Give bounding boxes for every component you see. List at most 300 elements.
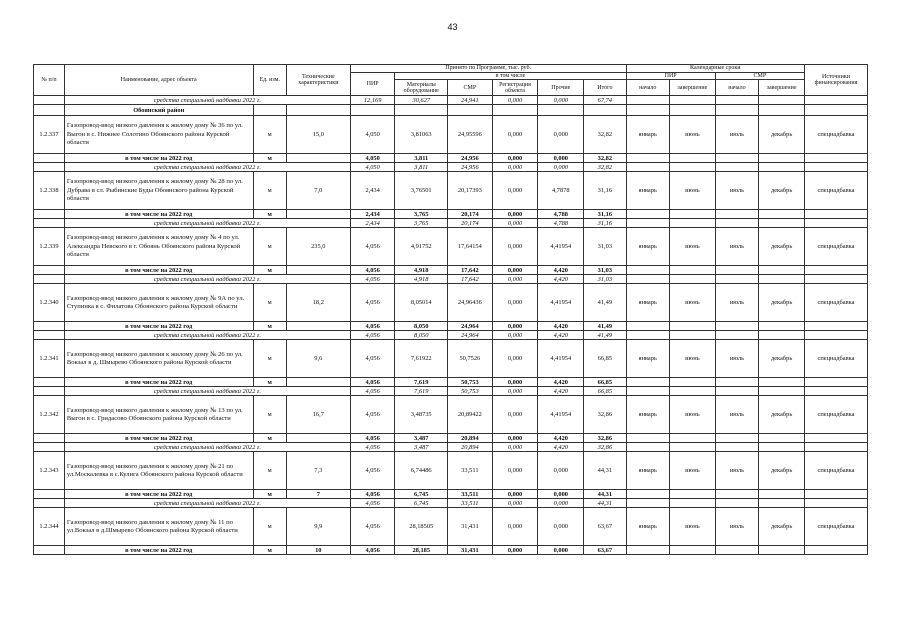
- subtotal-smr: 50,753: [448, 378, 493, 387]
- subtotal-pir: 4,056: [350, 434, 395, 443]
- subtotal-row: [34, 322, 868, 331]
- subtotal-total: 32,86: [584, 434, 626, 443]
- cell-pir-end: июнь: [669, 172, 715, 210]
- subtotal-label: в том числе на 2022 год: [64, 490, 253, 499]
- cell-pir: 12,169: [350, 96, 395, 105]
- empty-cell: [715, 219, 758, 228]
- subtotal-pir: 4,056: [350, 490, 395, 499]
- empty-cell: [759, 266, 805, 275]
- object-name: Газопровод-ввод низкого давления к жилому дому № 11 по ул.Вокзал в д.Шмырево Обоянского района Курской области: [64, 508, 253, 546]
- object-name: Газопровод-ввод низкого давления к жилому дому № 28 по ул. Дубрава в сл. Рыбинские Буды Обоянского района Курской области: [64, 172, 253, 210]
- empty-cell: [34, 378, 65, 387]
- cell-source: спецнадбавка: [804, 340, 867, 378]
- empty-cell: [626, 275, 669, 284]
- object-name: Газопровод-ввод низкого давления к жилому дому № 36 по ул. Выгон в с. Нижнее Солотино Обоянского района Курской области: [64, 116, 253, 154]
- cell-pir: 4,056: [350, 228, 395, 266]
- special-smr: 50,753: [448, 387, 493, 396]
- special-pir: 4,056: [350, 275, 395, 284]
- cell-other: 0,000: [538, 452, 584, 490]
- cell-source: спецнадбавка: [804, 172, 867, 210]
- special-pir: 4,056: [350, 331, 395, 340]
- special-row: [34, 163, 868, 172]
- special-materials: 3,487: [395, 443, 448, 452]
- empty-cell: [34, 387, 65, 396]
- empty-cell: [804, 275, 867, 284]
- cell-total: 41,49: [584, 284, 626, 322]
- empty-cell: [626, 266, 669, 275]
- empty-cell: [626, 331, 669, 340]
- special-registration: 0,000: [492, 499, 538, 508]
- cell-smr: 20,17393: [448, 172, 493, 210]
- special-row: [34, 96, 868, 105]
- subtotal-registration: 0,000: [492, 322, 538, 331]
- subtotal-row: [34, 490, 868, 499]
- object-row: [34, 340, 868, 378]
- subtotal-materials: 8,050: [395, 322, 448, 331]
- object-tech: 7,3: [286, 452, 350, 490]
- subtotal-smr: 17,642: [448, 266, 493, 275]
- special-label: средства специальной надбавки 2022 г.: [64, 387, 350, 396]
- empty-cell: [34, 322, 65, 331]
- subtotal-other: 4,420: [538, 322, 584, 331]
- cell-source: спецнадбавка: [804, 452, 867, 490]
- object-name: Газопровод-ввод низкого давления к жилому дому № 26 по ул. Вокзал в д. Шмырево Обоянского района Курской области: [64, 340, 253, 378]
- cell-other: 4,41954: [538, 396, 584, 434]
- object-number: 1.2.338: [34, 172, 65, 210]
- subtotal-other: 0,000: [538, 490, 584, 499]
- cell-smr: 24,941: [448, 96, 493, 105]
- cell-other: 4,41954: [538, 284, 584, 322]
- empty-cell: [715, 275, 758, 284]
- subtotal-row: [34, 434, 868, 443]
- empty-cell: [669, 331, 715, 340]
- object-tech: 9,9: [286, 508, 350, 546]
- cell-smr-end: декабрь: [759, 284, 805, 322]
- empty-cell: [759, 546, 805, 555]
- empty-cell: [669, 387, 715, 396]
- cell-materials: 30,627: [395, 96, 448, 105]
- subtotal-unit: м: [253, 378, 286, 387]
- program-table: [33, 64, 868, 555]
- empty-cell: [804, 266, 867, 275]
- empty-cell: [715, 434, 758, 443]
- object-name: Газопровод-ввод низкого давления к жилому дому № 21 по ул.Москалевка в с.Кулига Обоянского района Курской области: [64, 452, 253, 490]
- special-other: 4,420: [538, 275, 584, 284]
- subtotal-tech: [286, 266, 350, 275]
- empty-cell: [759, 443, 805, 452]
- cell-pir-end: июнь: [669, 452, 715, 490]
- cell-total: 63,67: [584, 508, 626, 546]
- empty-cell: [715, 163, 758, 172]
- subtotal-unit: м: [253, 210, 286, 219]
- empty-cell: [804, 490, 867, 499]
- special-smr: 33,511: [448, 499, 493, 508]
- empty-cell: [759, 490, 805, 499]
- subtotal-registration: 0,000: [492, 434, 538, 443]
- subtotal-unit: м: [253, 154, 286, 163]
- special-row: [34, 275, 868, 284]
- subtotal-registration: 0,000: [492, 210, 538, 219]
- empty-cell: [669, 546, 715, 555]
- empty-cell: [759, 210, 805, 219]
- special-registration: 0,000: [492, 163, 538, 172]
- subtotal-label: в том числе на 2022 год: [64, 322, 253, 331]
- empty-cell: [669, 499, 715, 508]
- object-unit: м: [253, 116, 286, 154]
- subtotal-smr: 24,964: [448, 322, 493, 331]
- empty-cell: [669, 275, 715, 284]
- header-other: Прочие: [538, 80, 584, 96]
- cell-total: 31,16: [584, 172, 626, 210]
- empty-cell: [626, 154, 669, 163]
- header-materials: Материалы оборудование: [395, 80, 448, 96]
- empty-cell: [34, 210, 65, 219]
- cell-smr: 31,431: [448, 508, 493, 546]
- empty-cell: [759, 378, 805, 387]
- cell-smr: 20,89422: [448, 396, 493, 434]
- cell-materials: 28,18505: [395, 508, 448, 546]
- subtotal-row: [34, 154, 868, 163]
- cell-materials: 3,76501: [395, 172, 448, 210]
- empty-cell: [626, 443, 669, 452]
- object-name: Газопровод-ввод низкого давления к жилому дому № 9А по ул. Ступинка в с. Филатова Обоянского района Курской области: [64, 284, 253, 322]
- object-number: 1.2.342: [34, 396, 65, 434]
- subtotal-row: [34, 378, 868, 387]
- subtotal-label: в том числе на 2022 год: [64, 378, 253, 387]
- cell-pir-start: январь: [626, 172, 669, 210]
- special-pir: 4,056: [350, 387, 395, 396]
- special-registration: 0,000: [492, 219, 538, 228]
- header-name: Наименование, адрес объекта: [64, 65, 253, 96]
- cell-registration: 0,000: [492, 228, 538, 266]
- empty-cell: [626, 322, 669, 331]
- subtotal-label: в том числе на 2022 год: [64, 266, 253, 275]
- empty-cell: [759, 275, 805, 284]
- special-total: 32,82: [584, 163, 626, 172]
- subtotal-unit: м: [253, 490, 286, 499]
- subtotal-materials: 4,918: [395, 266, 448, 275]
- cell-total: 32,82: [584, 116, 626, 154]
- cell-pir-start: январь: [626, 228, 669, 266]
- cell-materials: 3,48735: [395, 396, 448, 434]
- cell-smr: 24,95596: [448, 116, 493, 154]
- subtotal-total: 41,49: [584, 322, 626, 331]
- cell-smr-start: июль: [715, 116, 758, 154]
- empty-cell: [626, 546, 669, 555]
- empty-cell: [759, 499, 805, 508]
- object-unit: м: [253, 284, 286, 322]
- empty-cell: [804, 331, 867, 340]
- empty-cell: [715, 378, 758, 387]
- cell-other: 4,41954: [538, 340, 584, 378]
- empty-cell: [759, 163, 805, 172]
- object-tech: 15,0: [286, 116, 350, 154]
- subtotal-pir: 2,434: [350, 210, 395, 219]
- cell-pir: 4,056: [350, 340, 395, 378]
- empty-cell: [34, 546, 65, 555]
- subtotal-total: 31,03: [584, 266, 626, 275]
- header-pir-start: начало: [626, 80, 669, 96]
- subtotal-materials: 3,811: [395, 154, 448, 163]
- special-total: 31,03: [584, 275, 626, 284]
- header-num: № п/п: [34, 65, 65, 96]
- special-total: 44,31: [584, 499, 626, 508]
- empty-cell: [715, 322, 758, 331]
- cell-smr-start: июль: [715, 340, 758, 378]
- subtotal-tech: [286, 210, 350, 219]
- subtotal-tech: [286, 154, 350, 163]
- subtotal-pir: 4,056: [350, 378, 395, 387]
- empty-cell: [804, 387, 867, 396]
- special-pir: 4,056: [350, 499, 395, 508]
- special-smr: 17,642: [448, 275, 493, 284]
- cell-pir-end: июнь: [669, 508, 715, 546]
- cell-pir: 4,056: [350, 396, 395, 434]
- cell-materials: 6,74486: [395, 452, 448, 490]
- subtotal-unit: м: [253, 266, 286, 275]
- special-other: 4,420: [538, 443, 584, 452]
- subtotal-smr: 20,894: [448, 434, 493, 443]
- subtotal-unit: м: [253, 322, 286, 331]
- object-tech: 9,6: [286, 340, 350, 378]
- subtotal-total: 63,67: [584, 546, 626, 555]
- cell-pir-start: январь: [626, 340, 669, 378]
- empty-cell: [669, 163, 715, 172]
- object-row: [34, 452, 868, 490]
- subtotal-other: 4,420: [538, 434, 584, 443]
- cell-pir-start: январь: [626, 452, 669, 490]
- cell-smr-start: июль: [715, 396, 758, 434]
- header-registration: Регистрация объекта: [492, 80, 538, 96]
- cell-registration: 0,000: [492, 116, 538, 154]
- object-number: 1.2.340: [34, 284, 65, 322]
- subtotal-unit: м: [253, 546, 286, 555]
- special-other: 4,420: [538, 331, 584, 340]
- special-row: [34, 331, 868, 340]
- special-label: средства специальной надбавки 2022 г.: [64, 443, 350, 452]
- subtotal-total: 66,85: [584, 378, 626, 387]
- special-registration: 0,000: [492, 443, 538, 452]
- cell-total: 32,86: [584, 396, 626, 434]
- object-unit: м: [253, 508, 286, 546]
- cell-smr-end: декабрь: [759, 116, 805, 154]
- special-smr: 20,174: [448, 219, 493, 228]
- cell-smr-end: декабрь: [759, 396, 805, 434]
- header-incl: в том числе: [395, 73, 626, 80]
- cell-registration: 0,000: [492, 396, 538, 434]
- empty-cell: [34, 499, 65, 508]
- empty-cell: [34, 163, 65, 172]
- cell-registration: 0,000: [492, 452, 538, 490]
- cell-registration: 0,000: [492, 508, 538, 546]
- empty-cell: [34, 154, 65, 163]
- subtotal-smr: 31,431: [448, 546, 493, 555]
- object-name: Газопровод-ввод низкого давления к жилому дому № 4 по ул. Александра Невского в г. Обоянь Обоянского района Курской области: [64, 228, 253, 266]
- empty-cell: [669, 210, 715, 219]
- cell-pir-end: июнь: [669, 228, 715, 266]
- cell-pir: 2,434: [350, 172, 395, 210]
- special-smr: 24,964: [448, 331, 493, 340]
- subtotal-pir: 4,056: [350, 266, 395, 275]
- cell-smr-start: июль: [715, 508, 758, 546]
- special-row: [34, 499, 868, 508]
- cell-other: 4,7878: [538, 172, 584, 210]
- object-name: Газопровод-ввод низкого давления к жилому дому № 13 по ул. Выгон в с. Гридасово Обоянского района Курской области: [64, 396, 253, 434]
- empty-cell: [804, 154, 867, 163]
- cell-smr: 50,7526: [448, 340, 493, 378]
- empty-cell: [626, 163, 669, 172]
- empty-cell: [759, 154, 805, 163]
- cell-source: спецнадбавка: [804, 284, 867, 322]
- cell-pir-start: январь: [626, 284, 669, 322]
- special-total: 66,85: [584, 387, 626, 396]
- special-smr: 24,956: [448, 163, 493, 172]
- object-row: [34, 172, 868, 210]
- subtotal-tech: 7: [286, 490, 350, 499]
- empty-cell: [715, 210, 758, 219]
- subtotal-materials: 7,619: [395, 378, 448, 387]
- object-number: 1.2.341: [34, 340, 65, 378]
- cell-smr-end: декабрь: [759, 508, 805, 546]
- subtotal-registration: 0,000: [492, 266, 538, 275]
- special-other: 0,000: [538, 499, 584, 508]
- empty-cell: [34, 275, 65, 284]
- cell-other: 0,000: [538, 96, 584, 105]
- empty-cell: [804, 163, 867, 172]
- empty-cell: [759, 434, 805, 443]
- empty-cell: [804, 210, 867, 219]
- empty-cell: [669, 378, 715, 387]
- empty-cell: [626, 210, 669, 219]
- empty-cell: [804, 546, 867, 555]
- header-unit: Ед. изм.: [253, 65, 286, 96]
- empty-cell: [34, 219, 65, 228]
- cell-pir-start: январь: [626, 508, 669, 546]
- special-label: средства специальной надбавки 2022 г.: [64, 499, 350, 508]
- special-smr: 20,894: [448, 443, 493, 452]
- empty-cell: [669, 443, 715, 452]
- cell-total: 67,74: [584, 96, 626, 105]
- special-pir: 2,434: [350, 219, 395, 228]
- object-unit: м: [253, 172, 286, 210]
- table-body: [34, 96, 868, 555]
- special-label: средства специальной надбавки 2022 г.: [64, 219, 350, 228]
- subtotal-other: 4,420: [538, 378, 584, 387]
- header-smr-start: начало: [715, 80, 758, 96]
- empty-cell: [715, 499, 758, 508]
- cell-smr: 17,64154: [448, 228, 493, 266]
- cell-source: спецнадбавка: [804, 116, 867, 154]
- empty-cell: [626, 499, 669, 508]
- subtotal-other: 0,000: [538, 546, 584, 555]
- header-source: Источники финансирования: [804, 65, 867, 96]
- special-materials: 7,619: [395, 387, 448, 396]
- subtotal-label: в том числе на 2022 год: [64, 210, 253, 219]
- empty-cell: [669, 154, 715, 163]
- object-number: 1.2.343: [34, 452, 65, 490]
- cell-pir: 4,056: [350, 508, 395, 546]
- header-pir: ПИР: [350, 73, 395, 96]
- empty-cell: [715, 154, 758, 163]
- object-row: [34, 396, 868, 434]
- cell-pir-end: июнь: [669, 396, 715, 434]
- subtotal-tech: [286, 322, 350, 331]
- cell-pir-end: июнь: [669, 284, 715, 322]
- cell-pir: 4,056: [350, 284, 395, 322]
- special-materials: 3,765: [395, 219, 448, 228]
- empty-cell: [804, 322, 867, 331]
- special-row: [34, 387, 868, 396]
- cell-total: 44,31: [584, 452, 626, 490]
- empty-cell: [669, 434, 715, 443]
- object-unit: м: [253, 396, 286, 434]
- empty-cell: [759, 331, 805, 340]
- subtotal-materials: 28,185: [395, 546, 448, 555]
- header-calendar: Календарные сроки: [626, 65, 804, 73]
- cell-pir-end: июнь: [669, 116, 715, 154]
- subtotal-other: 0,000: [538, 154, 584, 163]
- object-number: 1.2.344: [34, 508, 65, 546]
- cell-pir-start: январь: [626, 116, 669, 154]
- special-other: 4,420: [538, 387, 584, 396]
- subtotal-smr: 24,956: [448, 154, 493, 163]
- cell-materials: 3,81063: [395, 116, 448, 154]
- cell-smr-start: июль: [715, 228, 758, 266]
- subtotal-tech: [286, 434, 350, 443]
- header-tech: Технические характеристики: [286, 65, 350, 96]
- special-label: средства специальной надбавки 2022 г.: [64, 96, 350, 105]
- cell-total: 31,03: [584, 228, 626, 266]
- special-registration: 0,000: [492, 387, 538, 396]
- header-pir-finish: завершение: [669, 80, 715, 96]
- empty-cell: [715, 266, 758, 275]
- subtotal-other: 4,788: [538, 210, 584, 219]
- empty-cell: [759, 387, 805, 396]
- special-materials: 4,918: [395, 275, 448, 284]
- cell-smr: 33,511: [448, 452, 493, 490]
- special-total: 41,49: [584, 331, 626, 340]
- empty-cell: [34, 443, 65, 452]
- subtotal-total: 32,82: [584, 154, 626, 163]
- cell-source: спецнадбавка: [804, 396, 867, 434]
- subtotal-label: в том числе на 2022 год: [64, 434, 253, 443]
- special-pir: 4,056: [350, 443, 395, 452]
- cell-registration: 0,000: [492, 340, 538, 378]
- subtotal-total: 44,31: [584, 490, 626, 499]
- cell-smr-start: июль: [715, 172, 758, 210]
- district-name: Обоянский район: [64, 105, 253, 116]
- cell-materials: 8,05014: [395, 284, 448, 322]
- cell-other: 0,000: [538, 116, 584, 154]
- special-label: средства специальной надбавки 2022 г.: [64, 275, 350, 284]
- empty-cell: [626, 434, 669, 443]
- subtotal-materials: 3,765: [395, 210, 448, 219]
- cell-smr-end: декабрь: [759, 340, 805, 378]
- subtotal-pir: 4,056: [350, 546, 395, 555]
- object-row: [34, 228, 868, 266]
- empty-cell: [804, 434, 867, 443]
- empty-cell: [669, 266, 715, 275]
- cell-source: спецнадбавка: [804, 228, 867, 266]
- special-row: [34, 443, 868, 452]
- subtotal-materials: 3,487: [395, 434, 448, 443]
- header-total: Итого: [584, 80, 626, 96]
- empty-cell: [715, 490, 758, 499]
- object-unit: м: [253, 340, 286, 378]
- object-tech: 18,2: [286, 284, 350, 322]
- special-pir: 4,050: [350, 163, 395, 172]
- subtotal-other: 4,420: [538, 266, 584, 275]
